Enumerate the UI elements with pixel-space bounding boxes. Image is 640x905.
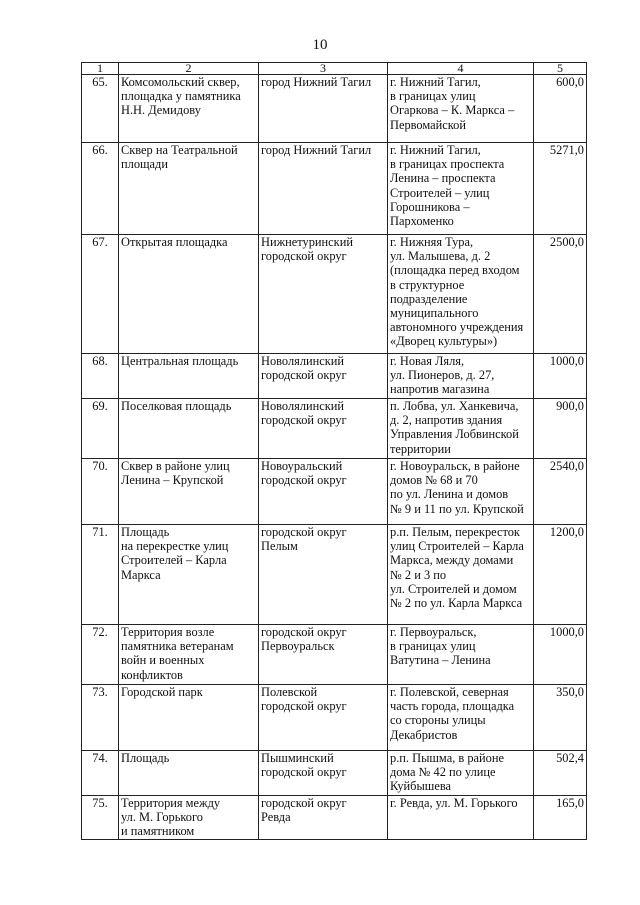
location: г. Полевской, северная часть города, площадка со стороны улицы Декабристов xyxy=(388,685,534,751)
row-number: 66. xyxy=(82,143,119,235)
row-number: 67. xyxy=(82,235,119,354)
row-number: 71. xyxy=(82,525,119,625)
object-name: Открытая площадка xyxy=(119,235,259,354)
municipality: Полевской городской округ xyxy=(259,685,388,751)
area-value: 2540,0 xyxy=(534,459,587,525)
municipality: городской округ Ревда xyxy=(259,796,388,840)
column-header-2: 2 xyxy=(119,63,259,75)
location: г. Новоуральск, в районе домов № 68 и 70 по ул. Ленина и домов № 9 и 11 по ул. Крупской xyxy=(388,459,534,525)
table-row xyxy=(82,685,587,751)
location: г. Первоуральск, в границах улиц Ватутина – Ленина xyxy=(388,625,534,685)
location: г. Ревда, ул. М. Горького xyxy=(388,796,534,840)
header-row xyxy=(82,63,587,75)
object-name: Сквер на Театральной площади xyxy=(119,143,259,235)
table-row xyxy=(82,525,587,625)
area-value: 1000,0 xyxy=(534,354,587,399)
row-number: 65. xyxy=(82,75,119,143)
municipality: Пышминский городской округ xyxy=(259,751,388,796)
area-value: 350,0 xyxy=(534,685,587,751)
row-number: 68. xyxy=(82,354,119,399)
table-row xyxy=(82,459,587,525)
table-row xyxy=(82,796,587,840)
table-row xyxy=(82,625,587,685)
municipality: Нижнетуринский городской округ xyxy=(259,235,388,354)
table-row xyxy=(82,143,587,235)
location: п. Лобва, ул. Ханкевича, д. 2, напротив здания Управления Лобвинской территории xyxy=(388,399,534,459)
object-name: Городской парк xyxy=(119,685,259,751)
location: г. Нижний Тагил, в границах улиц Огаркова – К. Маркса – Первомайской xyxy=(388,75,534,143)
row-number: 70. xyxy=(82,459,119,525)
table-row xyxy=(82,399,587,459)
area-value: 5271,0 xyxy=(534,143,587,235)
object-name: Комсомольский сквер, площадка у памятника Н.Н. Демидову xyxy=(119,75,259,143)
area-value: 1200,0 xyxy=(534,525,587,625)
object-name: Территория возле памятника ветеранам войн и военных конфликтов xyxy=(119,625,259,685)
table-row xyxy=(82,75,587,143)
object-name: Сквер в районе улиц Ленина – Крупской xyxy=(119,459,259,525)
area-value: 600,0 xyxy=(534,75,587,143)
row-number: 72. xyxy=(82,625,119,685)
area-value: 1000,0 xyxy=(534,625,587,685)
page-number: 10 xyxy=(312,37,328,53)
row-number: 75. xyxy=(82,796,119,840)
municipality: городской округ Первоуральск xyxy=(259,625,388,685)
row-number: 69. xyxy=(82,399,119,459)
object-name: Территория между ул. М. Горького и памятником xyxy=(119,796,259,840)
municipality: город Нижний Тагил xyxy=(259,75,388,143)
row-number: 74. xyxy=(82,751,119,796)
column-header-1: 1 xyxy=(82,63,119,75)
column-header-4: 4 xyxy=(388,63,534,75)
location: г. Новая Ляля, ул. Пионеров, д. 27, напротив магазина xyxy=(388,354,534,399)
location: р.п. Пышма, в районе дома № 42 по улице Куйбышева xyxy=(388,751,534,796)
object-name: Площадь на перекрестке улиц Строителей – Карла Маркса xyxy=(119,525,259,625)
area-value: 165,0 xyxy=(534,796,587,840)
municipality: городской округ Пелым xyxy=(259,525,388,625)
table-row xyxy=(82,751,587,796)
location: г. Нижняя Тура, ул. Малышева, д. 2 (площадка перед входом в структурное подразделение муниципального автономного учреждения «Дворец культуры») xyxy=(388,235,534,354)
location: р.п. Пелым, перекресток улиц Строителей – Карла Маркса, между домами № 2 и 3 по ул. Строителей и домом № 2 по ул. Карла Маркса xyxy=(388,525,534,625)
area-value: 502,4 xyxy=(534,751,587,796)
row-number: 73. xyxy=(82,685,119,751)
location: г. Нижний Тагил, в границах проспекта Ленина – проспекта Строителей – улиц Горошникова – Пархоменко xyxy=(388,143,534,235)
municipality: город Нижний Тагил xyxy=(259,143,388,235)
object-name: Площадь xyxy=(119,751,259,796)
municipality: Новолялинский городской округ xyxy=(259,354,388,399)
column-header-5: 5 xyxy=(534,63,587,75)
registry-table xyxy=(81,62,587,840)
table-row xyxy=(82,354,587,399)
column-header-3: 3 xyxy=(259,63,388,75)
object-name: Центральная площадь xyxy=(119,354,259,399)
municipality: Новоуральский городской округ xyxy=(259,459,388,525)
area-value: 900,0 xyxy=(534,399,587,459)
object-name: Поселковая площадь xyxy=(119,399,259,459)
area-value: 2500,0 xyxy=(534,235,587,354)
table-row xyxy=(82,235,587,354)
municipality: Новолялинский городской округ xyxy=(259,399,388,459)
